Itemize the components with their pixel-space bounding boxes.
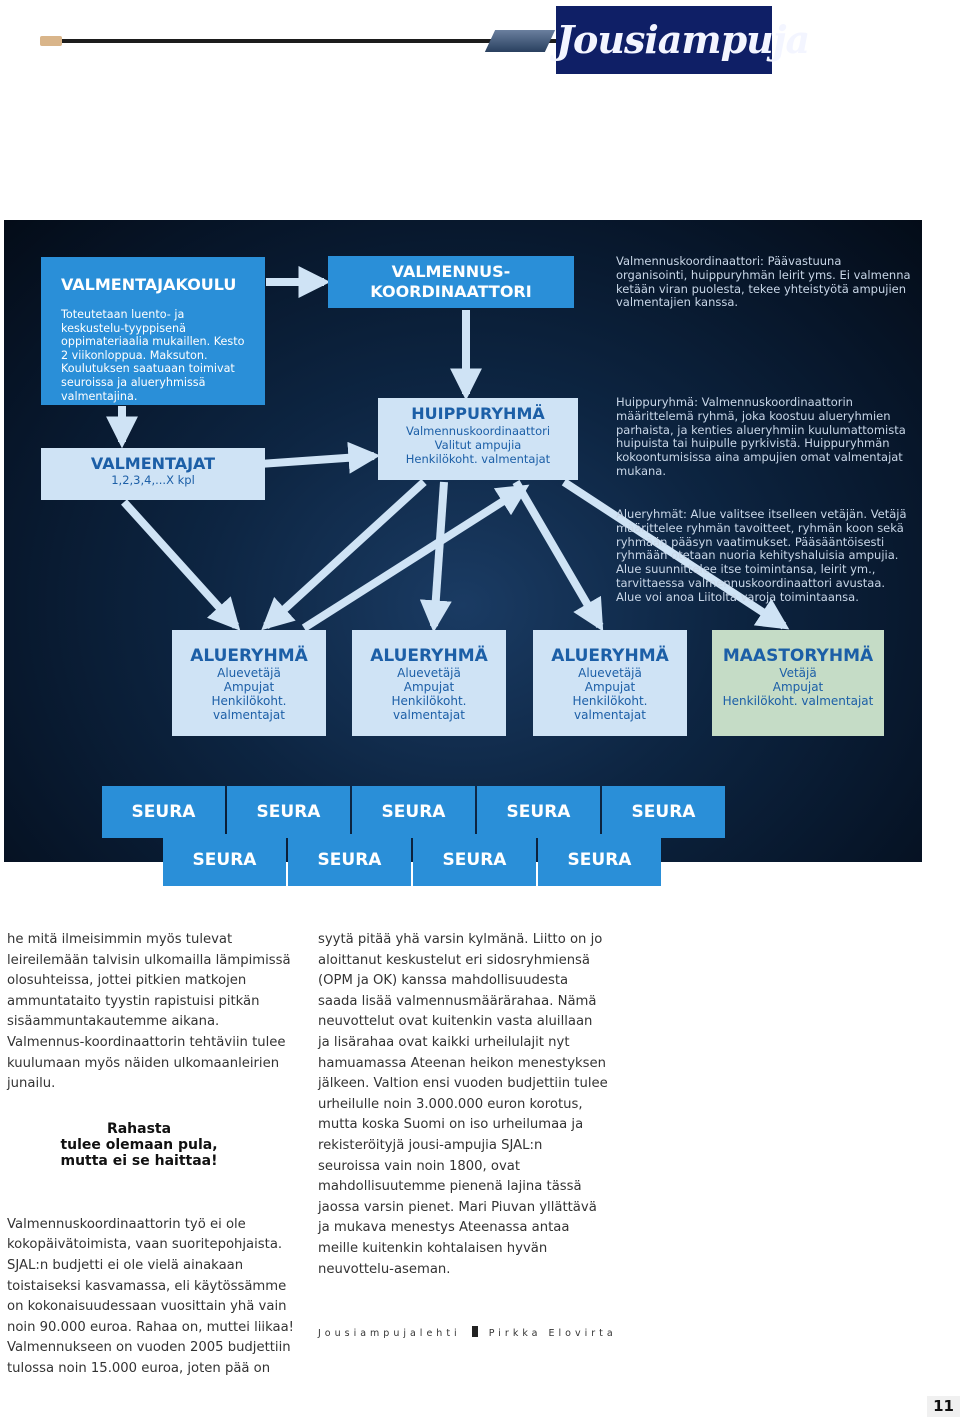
- huippuryhma-line2: Valitut ampujia: [434, 438, 522, 452]
- alueryhma-line: Henkilökoht.: [211, 694, 287, 708]
- alueryhma-line: Henkilökoht.: [391, 694, 467, 708]
- alueryhma-line: valmentajat: [213, 708, 285, 722]
- organisation-diagram: [4, 220, 922, 870]
- alueryhma-title: ALUERYHMÄ: [190, 646, 308, 666]
- seura-box: SEURA: [288, 834, 411, 886]
- byline-author: Pirkka Elovirta: [488, 1328, 617, 1339]
- seura-box: SEURA: [413, 834, 536, 886]
- alueryhma-line: Aluevetäjä: [578, 666, 642, 680]
- jousiampuja-logo: Jousiampuja: [556, 6, 772, 74]
- arrow-valmentajat-to-alue1: [124, 502, 236, 626]
- valmentajakoulu-box: [41, 257, 265, 405]
- alueryhma-line: Aluevetäjä: [397, 666, 461, 680]
- alueryhma-line: Ampujat: [403, 680, 455, 694]
- seura-box: SEURA: [538, 834, 661, 886]
- huippuryhma-title: HUIPPURYHMÄ: [411, 404, 545, 423]
- page-number: 11: [927, 1396, 960, 1417]
- article-paragraph: syytä pitää yhä varsin kylmänä. Liitto on jo aloittanut keskustelut eri sidosryhmiensä (OPM ja OK) kanssa mahdollisuudesta saada lisää valmennusmäärärahaa. Nämä neuvottelut ovat kuitenkin vasta aluillaan ja lisärahaa ovat kaikki urheilulajit nyt hamuamassa Ateenan heikon menestyksen jälkeen. Valtion ensi vuoden budjettiin tulee urheilulle noin 3.000.000 euron korotus, mutta koska Suomi on iso urheilumaa ja rekisteröityjä jousi-ampujia SJAL:n seuroissa vain noin 1800, ovat mahdollisuutemme pienenä lajina tässä jaossa varsin pienet. Mari Piuvan yllättävä ja mukava menestys Ateenassa antaa meille kuitenkin kohtalaisen hyvän neuvottelu-aseman.: [318, 932, 608, 1277]
- valmennuskoordinaattori-box: [328, 256, 574, 308]
- seura-box: SEURA: [163, 834, 286, 886]
- alueryhma-line: Ampujat: [223, 680, 275, 694]
- valmentajakoulu-description: Toteutetaan luento- ja keskustelu-tyyppisenä oppimateriaalia mukaillen. Kesto 2 viikonloppua. Maksuton. Koulutuksen saatuaan toimivat seuroissa ja alueryhmissä valmentajina.: [61, 308, 245, 403]
- alueryhma-box: [533, 630, 687, 736]
- seura-box: SEURA: [102, 786, 225, 838]
- article-paragraph: Valmennuskoordinaattorin työ ei ole kokopäivätoimista, vaan suoritepohjaista. SJAL:n budjetti ei ole vielä ainakaan toistaiseksi kasvamassa, eli käytössämme on kokonaisuudessaan vuosittain yhä vain noin 90.000 euroa. Rahaa on, muttei liikaa! Valmennukseen on vuoden 2005 budjettiin tulossa noin 15.000 euroa, joten pää on: [7, 1216, 294, 1376]
- alueryhma-line: valmentajat: [574, 708, 646, 722]
- alueryhma-line: Ampujat: [584, 680, 636, 694]
- valmentajat-title: VALMENTAJAT: [90, 454, 216, 473]
- note-huippuryhma: Huippuryhmä: Valmennuskoordinaattorin määrittelemä ryhmä, joka koostuu alueryhmien parhaista, ja kenties alueryhmiin kuulumattomista huipuista tai huipulle pyrkivistä. Huippuryhmän kokoontumisissa aina ampujien omat valmentajat mukana.: [616, 395, 906, 478]
- alueryhma-title: ALUERYHMÄ: [551, 646, 669, 666]
- note-valmennuskoordinaattori: Valmennuskoordinaattori: Päävastuuna organisointi, huippuryhmän leirit yms. Ei valmenna ketään viran puolesta, tekee yhteistyötä ampujien valmentajien kanssa.: [616, 254, 911, 310]
- koordinaattori-title-line2: KOORDINAATTORI: [370, 282, 532, 301]
- valmentajakoulu-title: VALMENTAJAKOULU: [61, 275, 237, 294]
- huippuryhma-box: [378, 398, 578, 480]
- maastoryhma-line1: Vetäjä: [779, 666, 817, 680]
- article-column-1: [7, 930, 295, 1380]
- note-alueryhmat: Alueryhmät: Alue valitsee itselleen vetäjän. Vetäjä määrittelee ryhmän tavoitteet, ryhmän koon sekä ryhmään pääsyn vaatimukset. Pääsääntöisesti ryhmään otetaan nuoria kehityshaluisia ampujia. Alue suunnittelee itse toimintansa, leirit ym., tarvittaessa valmennuskoordinaattori avustaa. Alue voi anoa Liitolta varoja toimintaansa.: [616, 507, 907, 604]
- maastoryhma-box: [712, 630, 884, 736]
- arrow-nock: [40, 36, 62, 46]
- pullquote-line: Rahasta: [106, 1120, 172, 1137]
- article-paragraph: he mitä ilmeisimmin myös tulevat leireilemään talvisin ulkomailla lämpimissä olosuhteissa, jottei pitkien matkojen ammuntataito tyystin rapistuisi pitkän sisäammuntakautemme aikana. Valmennus-koordinaattorin tehtäviin tulee kuulumaan myös näiden ulkomaanleirien junailu.: [7, 932, 291, 1092]
- maastoryhma-line2: Ampujat: [772, 680, 824, 694]
- seura-box: SEURA: [477, 786, 600, 838]
- byline-separator-icon: [472, 1326, 478, 1337]
- seura-box: SEURA: [227, 786, 350, 838]
- huippuryhma-line1: Valmennuskoordinaattori: [405, 424, 551, 438]
- pullquote-line: tulee olemaan pula,: [60, 1136, 218, 1153]
- koordinaattori-title-line1: VALMENNUS-: [391, 262, 511, 281]
- alueryhma-line: Aluevetäjä: [217, 666, 281, 680]
- byline: [318, 1326, 617, 1339]
- alueryhma-line: valmentajat: [393, 708, 465, 722]
- valmentajat-box: [41, 448, 265, 500]
- seura-box: SEURA: [352, 786, 475, 838]
- alueryhma-title: ALUERYHMÄ: [370, 646, 488, 666]
- arrow-fletching: [485, 30, 555, 52]
- pullquote-line: mutta ei se haittaa!: [60, 1152, 218, 1169]
- alueryhma-box: [352, 630, 506, 736]
- pull-quote: [7, 1121, 295, 1169]
- seura-box: SEURA: [602, 786, 725, 838]
- alueryhma-box: [172, 630, 326, 736]
- valmentajat-count: 1,2,3,4,...X kpl: [111, 473, 195, 487]
- byline-publication: Jousiampujalehti: [318, 1328, 461, 1339]
- article-column-2: [318, 930, 608, 1280]
- arrow-huippu-to-alue2: [434, 482, 444, 626]
- maastoryhma-title: MAASTORYHMÄ: [722, 646, 874, 666]
- huippuryhma-line3: Henkilökoht. valmentajat: [405, 452, 551, 466]
- arrow-huippu-to-alue3: [516, 482, 600, 626]
- maastoryhma-line3: Henkilökoht. valmentajat: [722, 694, 874, 708]
- alueryhma-line: Henkilökoht.: [572, 694, 648, 708]
